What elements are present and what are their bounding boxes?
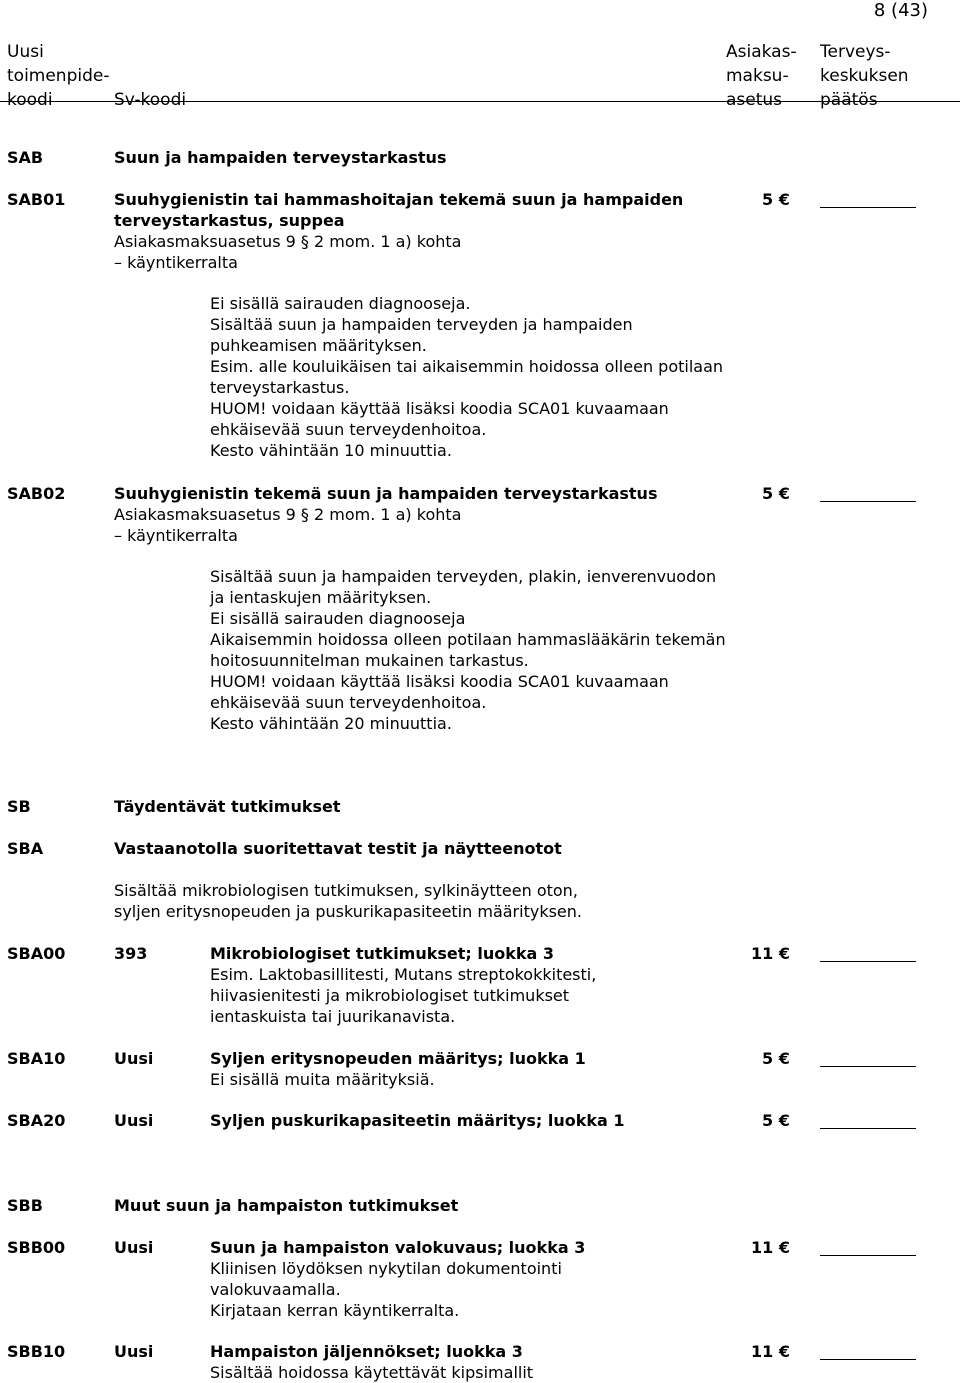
item-sv-code: 393 — [114, 944, 148, 963]
item-sv-code: Uusi — [114, 1111, 154, 1130]
item-fee: 11 € — [751, 1342, 790, 1361]
section-title: Täydentävät tutkimukset — [114, 797, 341, 816]
decision-blank — [820, 501, 916, 502]
item-description: Ei sisällä sairauden diagnooseja. Sisältää suun ja hampaiden terveyden ja hampaiden puhkeamisen määrityksen. Esim. alle kouluikäisen tai aikaisemmin hoidossa olleen potilaan terveystarkastus. HUOM! voidaan käyttää lisäksi koodia SCA01 kuvaamaan ehkäisevää suun terveydenhoitoa. Kesto vähintään 10 minuuttia. — [210, 294, 724, 460]
item-description: Sisältää suun ja hampaiden terveyden, plakin, ienverenvuodon ja ientaskujen määrityksen. Ei sisällä sairauden diagnooseja Aikaisemmin hoidossa olleen potilaan hammaslääkärin tekemän hoitosuunnitelman mukainen tarkastus. HUOM! voidaan käyttää lisäksi koodia SCA01 kuvaamaan ehkäisevää suun terveydenhoitoa. Kesto vähintään 20 minuuttia. — [210, 567, 726, 733]
item-fee: 5 € — [762, 190, 790, 209]
item-title: Suuhygienistin tekemä suun ja hampaiden terveystarkastus — [114, 484, 658, 503]
section-description: Sisältää mikrobiologisen tutkimuksen, sylkinäytteen oton, syljen eritysnopeuden ja puskurikapasiteetin määrityksen. — [114, 881, 582, 921]
decision-blank — [820, 1359, 916, 1360]
item-code: SBB10 — [7, 1342, 66, 1361]
item-code: SBA20 — [7, 1111, 66, 1130]
item-fee: 5 € — [762, 484, 790, 503]
item-title: Suuhygienistin tai hammashoitajan tekemä suun ja hampaiden terveystarkastus, suppea — [114, 190, 684, 230]
section-code: SBB — [7, 1196, 43, 1215]
item-title: Mikrobiologiset tutkimukset; luokka 3 — [210, 944, 555, 963]
header-decision: Terveys- keskuksen päätös — [820, 42, 909, 110]
header-sv: Sv-koodi — [114, 90, 187, 110]
decision-blank — [820, 207, 916, 208]
item-fee: 5 € — [762, 1111, 790, 1130]
item-code: SAB01 — [7, 190, 66, 209]
section-code: SBA — [7, 839, 44, 858]
item-fee: 5 € — [762, 1049, 790, 1068]
item-description: Kliinisen löydöksen nykytilan dokumentointi valokuvaamalla. Kirjataan kerran käyntikerralta. — [210, 1259, 562, 1320]
section-code: SAB — [7, 148, 44, 167]
item-title: Syljen eritysnopeuden määritys; luokka 1 — [210, 1049, 586, 1068]
item-description: Sisältää hoidossa käytettävät kipsimallit — [210, 1363, 534, 1382]
header-divider — [0, 101, 960, 102]
section-code: SB — [7, 797, 31, 816]
decision-blank — [820, 961, 916, 962]
item-sv-code: Uusi — [114, 1342, 154, 1361]
item-code: SBA10 — [7, 1049, 66, 1068]
section-title: Muut suun ja hampaiston tutkimukset — [114, 1196, 459, 1215]
item-fee: 11 € — [751, 1238, 790, 1257]
item-fee: 11 € — [751, 944, 790, 963]
item-description: Ei sisällä muita määrityksiä. — [210, 1070, 435, 1089]
decision-blank — [820, 1066, 916, 1067]
item-sv-code: Uusi — [114, 1238, 154, 1257]
section-title: Suun ja hampaiden terveystarkastus — [114, 148, 447, 167]
page-number: 8 (43) — [873, 0, 928, 21]
item-title: Syljen puskurikapasiteetin määritys; luokka 1 — [210, 1111, 625, 1130]
item-title: Hampaiston jäljennökset; luokka 3 — [210, 1342, 523, 1361]
header-fee: Asiakas- maksu- asetus — [726, 42, 797, 110]
item-code: SBB00 — [7, 1238, 66, 1257]
header-code: Uusi toimenpide- koodi — [7, 42, 110, 110]
item-reference: Asiakasmaksuasetus 9 § 2 mom. 1 a) kohta – käyntikerralta — [114, 232, 462, 272]
decision-blank — [820, 1128, 916, 1129]
decision-blank — [820, 1255, 916, 1256]
item-sv-code: Uusi — [114, 1049, 154, 1068]
item-reference: Asiakasmaksuasetus 9 § 2 mom. 1 a) kohta – käyntikerralta — [114, 505, 462, 545]
item-description: Esim. Laktobasillitesti, Mutans streptokokkitesti, hiivasienitesti ja mikrobiologiset tutkimukset ientaskuista tai juurikanavista. — [210, 965, 597, 1026]
item-code: SBA00 — [7, 944, 66, 963]
section-title: Vastaanotolla suoritettavat testit ja näytteenotot — [114, 839, 562, 858]
item-code: SAB02 — [7, 484, 66, 503]
item-title: Suun ja hampaiston valokuvaus; luokka 3 — [210, 1238, 586, 1257]
